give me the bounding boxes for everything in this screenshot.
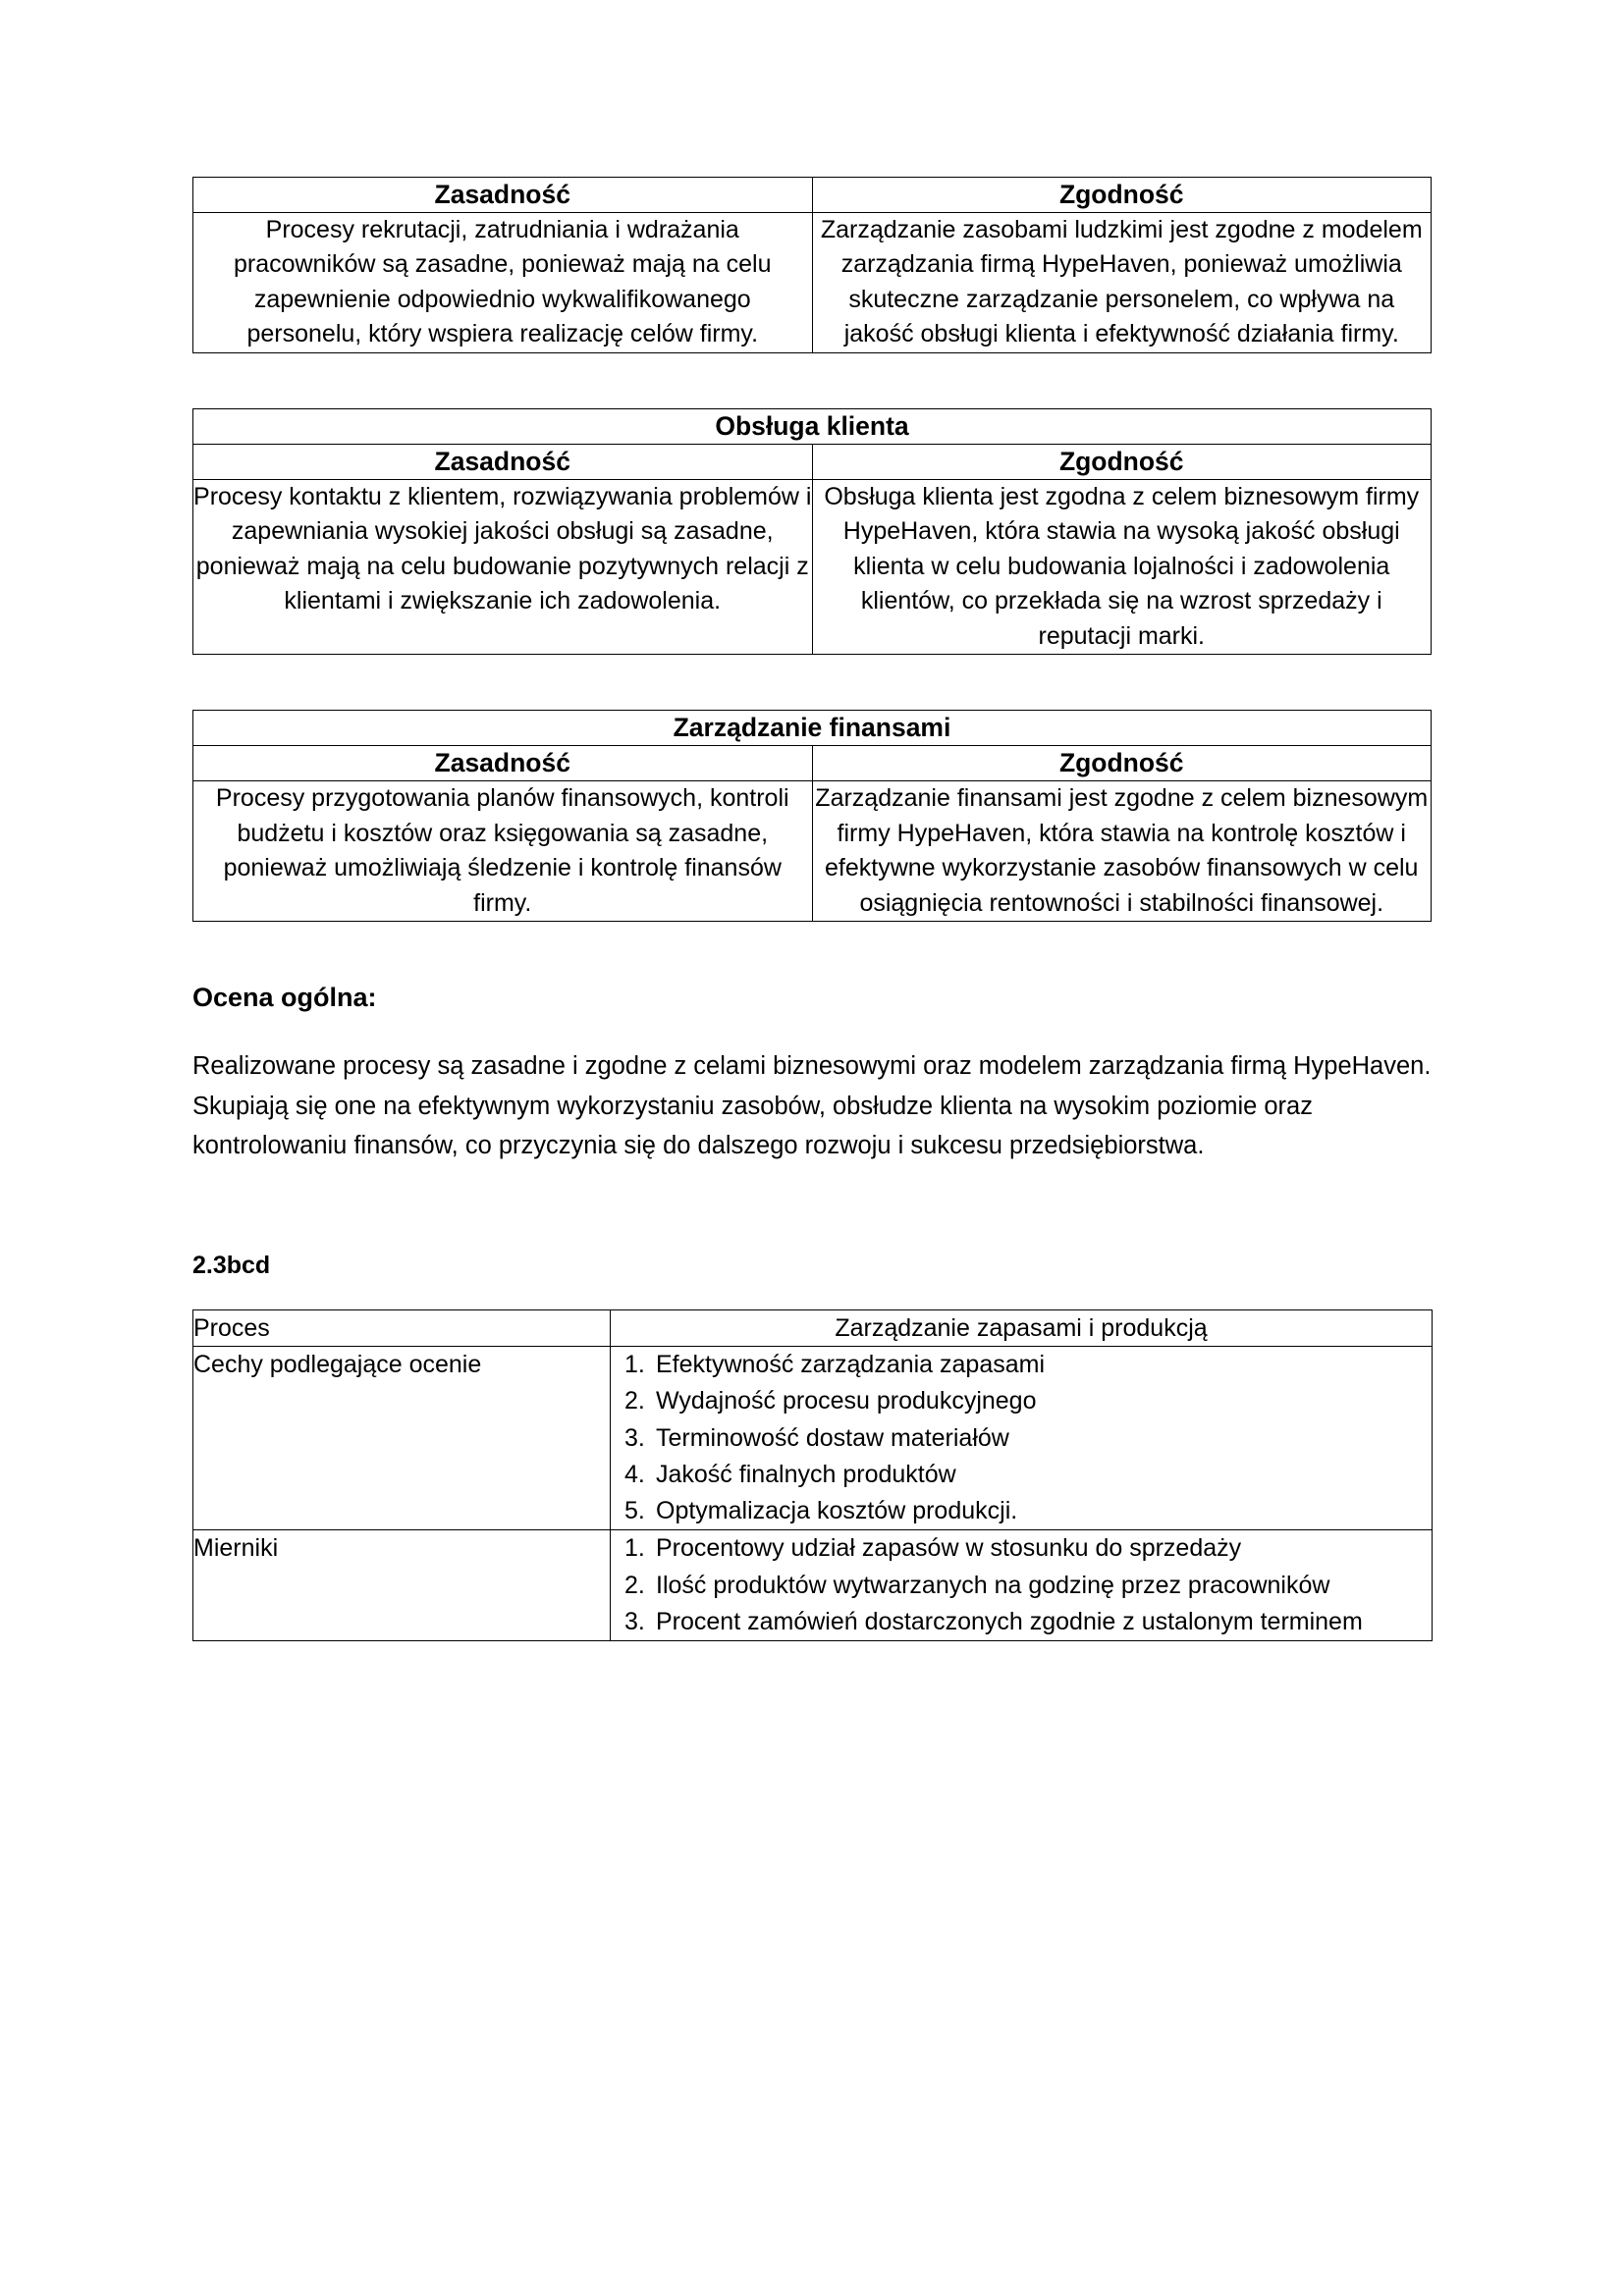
hr-compliance-table (192, 177, 1432, 353)
list-item (611, 1530, 1432, 1566)
column-header-zasadnosc: Zasadność (193, 444, 813, 479)
list-item-number: 1. (624, 1351, 645, 1379)
overall-assessment-paragraph: Realizowane procesy są zasadne i zgodne z celami biznesowymi oraz modelem zarządzania firmą HypeHaven. Skupiają się one na efektywnym wykorzystaniu zasobów, obsłudze klienta na wysokim poziomie oraz kontrolowaniu finansów, co przyczynia się do dalszego rozwoju i sukcesu przedsiębiorstwa. (192, 1052, 1432, 1159)
column-header-proces: Proces (193, 1309, 611, 1346)
row-items-mierniki (611, 1530, 1433, 1641)
customer-service-compliance-table (192, 408, 1432, 655)
table-header-row (193, 178, 1432, 213)
table-spacer (192, 655, 1432, 710)
list-item-number: 1. (624, 1534, 645, 1563)
table-header-row (193, 746, 1432, 781)
overall-assessment-heading: Ocena ogólna: (192, 983, 377, 1013)
row-items-cechy (611, 1347, 1433, 1530)
column-header-process-name: Zarządzanie zapasami i produkcją (611, 1309, 1433, 1346)
column-header-zgodnosc: Zgodność (812, 178, 1432, 213)
list-item (611, 1604, 1432, 1639)
list-item-number: 3. (624, 1423, 645, 1452)
row-label-mierniki: Mierniki (193, 1530, 611, 1641)
heading-spacer (192, 1015, 1432, 1046)
heading-spacer (192, 1282, 1432, 1309)
list-item-number: 5. (624, 1497, 645, 1525)
numbered-list (611, 1347, 1432, 1528)
list-item-label: Procentowy udział zapasów w stosunku do sprzedaży (656, 1534, 1242, 1563)
column-header-zasadnosc: Zasadność (193, 178, 813, 213)
cell-zasadnosc: Procesy kontaktu z klientem, rozwiązywania problemów i zapewniania wysokiej jakości obsługi są zasadne, ponieważ mają na celu budowanie pozytywnych relacji z klientami i zwiększanie ich zadowolenia. (193, 479, 813, 655)
column-header-zgodnosc: Zgodność (812, 444, 1432, 479)
column-header-zasadnosc: Zasadność (193, 746, 813, 781)
list-item-number: 4. (624, 1460, 645, 1488)
cell-zgodnosc: Zarządzanie finansami jest zgodne z celem biznesowym firmy HypeHaven, która stawia na kontrolę kosztów i efektywne wykorzystanie zasobów finansowych w celu osiągnięcia rentowności i stabilności finansowej. (812, 781, 1432, 922)
cell-zasadnosc: Procesy rekrutacji, zatrudniania i wdrażania pracowników są zasadne, ponieważ mają na celu zapewnienie odpowiednio wykwalifikowanego personelu, który wspiera realizację celów firmy. (193, 212, 813, 352)
list-item (611, 1493, 1432, 1528)
cell-zgodnosc: Zarządzanie zasobami ludzkimi jest zgodne z modelem zarządzania firmą HypeHaven, ponieważ umożliwia skuteczne zarządzanie personelem, co wpływa na jakość obsługi klienta i efektywność działania firmy. (812, 212, 1432, 352)
section-heading-2-3bcd: 2.3bcd (192, 1252, 271, 1280)
list-item-label: Terminowość dostaw materiałów (656, 1423, 1009, 1452)
section-spacer (192, 1165, 1432, 1250)
list-item-label: Procent zamówień dostarczonych zgodnie z ustalonym terminem (656, 1607, 1363, 1635)
list-item-label: Ilość produktów wytwarzanych na godzinę przez pracowników (656, 1571, 1330, 1599)
list-item-label: Optymalizacja kosztów produkcji. (656, 1497, 1018, 1525)
list-item-number: 2. (624, 1387, 645, 1415)
table-title: Obsługa klienta (193, 408, 1432, 444)
process-evaluation-table (192, 1309, 1433, 1641)
table-row (193, 479, 1432, 655)
document-content (192, 177, 1432, 1641)
list-item (611, 1457, 1432, 1492)
section-spacer (192, 922, 1432, 981)
table-row (193, 1347, 1433, 1530)
list-item-label: Wydajność procesu produkcyjnego (656, 1387, 1037, 1415)
table-title-row (193, 711, 1432, 746)
table-row (193, 781, 1432, 922)
list-item (611, 1420, 1432, 1456)
table-header-row (193, 1309, 1433, 1346)
table-header-row (193, 444, 1432, 479)
table-row (193, 212, 1432, 352)
cell-zasadnosc: Procesy przygotowania planów finansowych, kontroli budżetu i kosztów oraz księgowania są zasadne, ponieważ umożliwiają śledzenie i kontrolę finansów firmy. (193, 781, 813, 922)
column-header-zgodnosc: Zgodność (812, 746, 1432, 781)
list-item-number: 2. (624, 1571, 645, 1599)
finance-compliance-table (192, 710, 1432, 922)
table-row (193, 1530, 1433, 1641)
list-item (611, 1383, 1432, 1418)
list-item (611, 1347, 1432, 1382)
list-item-number: 3. (624, 1607, 645, 1635)
numbered-list (611, 1530, 1432, 1639)
list-item-label: Efektywność zarządzania zapasami (656, 1351, 1046, 1379)
table-title-row (193, 408, 1432, 444)
list-item-label: Jakość finalnych produktów (656, 1460, 956, 1488)
row-label-cechy: Cechy podlegające ocenie (193, 1347, 611, 1530)
table-spacer (192, 353, 1432, 408)
table-title: Zarządzanie finansami (193, 711, 1432, 746)
cell-zgodnosc: Obsługa klienta jest zgodna z celem biznesowym firmy HypeHaven, która stawia na wysoką jakość obsługi klienta w celu budowania lojalności i zadowolenia klientów, co przekłada się na wzrost sprzedaży i reputacji marki. (812, 479, 1432, 655)
list-item (611, 1568, 1432, 1603)
